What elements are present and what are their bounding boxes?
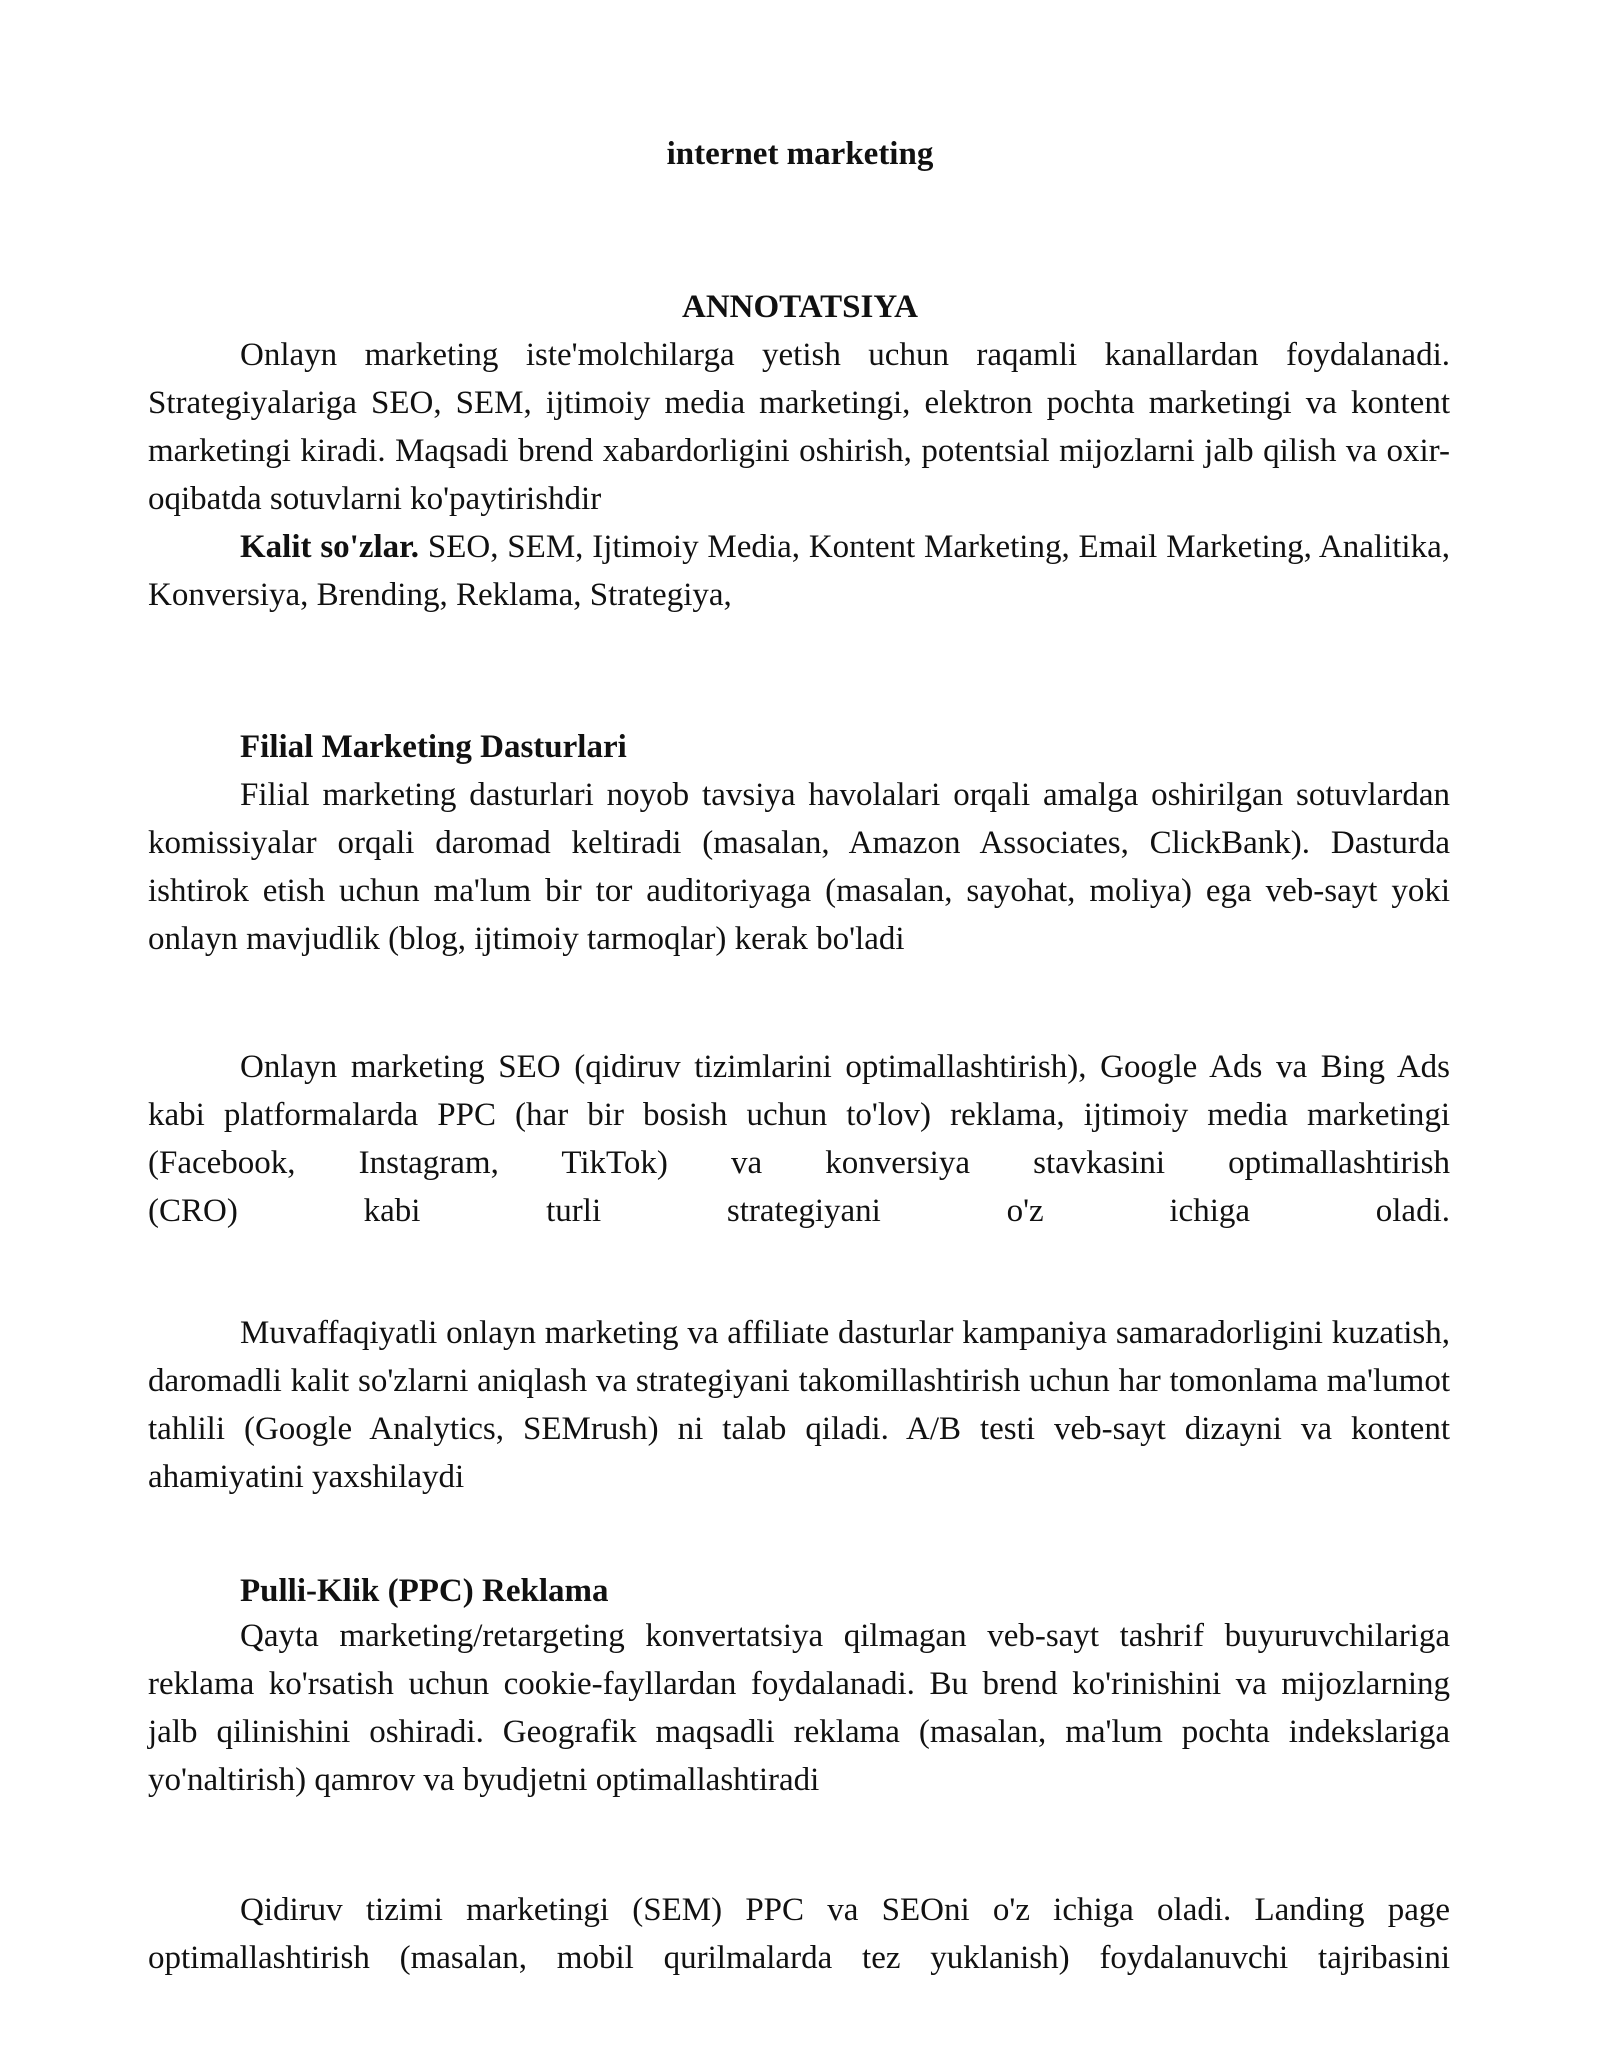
last-line-word: strategiyani bbox=[726, 1193, 881, 1229]
affiliate-paragraph-2 bbox=[148, 1043, 1450, 1235]
affiliate-paragraph-2-body: Onlayn marketing SEO (qidiruv tizimlarini optimallashtirish), Google Ads va Bing Ads kabi platformalarda PPC (har bir bosish uchun to'lov) reklama, ijtimoiy media marketingi (Facebook, Instagram, TikTok) va konversiya stavkasini optimallashtirish bbox=[148, 1049, 1450, 1181]
annotation-paragraph: Onlayn marketing iste'molchilarga yetish uchun raqamli kanallardan foydalanadi. Strategiyalariga SEO, SEM, ijtimoiy media marketingi, elektron pochta marketingi va kontent marketingi kiradi. Maqsadi brend xabardorligini oshirish, potentsial mijozlarni jalb qilish va oxir-oqibatda sotuvlarni ko'paytirishdir bbox=[148, 337, 1450, 517]
last-line-word: ichiga bbox=[1169, 1193, 1251, 1229]
keywords-paragraph bbox=[148, 523, 1450, 619]
last-line-word: (CRO) bbox=[148, 1193, 238, 1229]
affiliate-paragraph-2-last-line bbox=[148, 1187, 1450, 1235]
affiliate-paragraph-3: Muvaffaqiyatli onlayn marketing va affiliate dasturlar kampaniya samaradorligini kuzatish, daromadli kalit so'zlarni aniqlash va strategiyani takomillashtirish uchun har tomonlama ma'lumot tahlili (Google Analytics, SEMrush) ni talab qiladi. A/B testi veb-sayt dizayni va kontent ahamiyatini yaxshilaydi bbox=[148, 1315, 1450, 1495]
last-line-word: o'z bbox=[1006, 1193, 1044, 1229]
annotation-heading: ANNOTATSIYA bbox=[682, 289, 918, 325]
last-line-word: oladi. bbox=[1375, 1193, 1450, 1229]
document-title: internet marketing bbox=[666, 136, 934, 172]
last-line-word: turli bbox=[546, 1193, 602, 1229]
affiliate-paragraph-1: Filial marketing dasturlari noyob tavsiya havolalari orqali amalga oshirilgan sotuvlardan komissiyalar orqali daromad keltiradi (masalan, Amazon Associates, ClickBank). Dasturda ishtirok etish uchun ma'lum bir tor auditoriyaga (masalan, sayohat, moliya) ega veb-sayt yoki onlayn mavjudlik (blog, ijtimoiy tarmoqlar) kerak bo'ladi bbox=[148, 777, 1450, 957]
last-line-word: kabi bbox=[363, 1193, 421, 1229]
keywords-label: Kalit so'zlar. bbox=[240, 529, 420, 565]
section-heading-ppc: Pulli-Klik (PPC) Reklama bbox=[240, 1573, 609, 1609]
ppc-paragraph-2: Qidiruv tizimi marketingi (SEM) PPC va SEOni o'z ichiga oladi. Landing page optimallashtirish (masalan, mobil qurilmalarda tez yuklanish) foydalanuvchi tajribasini bbox=[148, 1892, 1450, 1976]
keywords-list: SEO, SEM, Ijtimoiy Media, Kontent Marketing, Email Marketing, Analitika, Konversiya, Brending, Reklama, Strategiya, bbox=[148, 529, 1450, 613]
ppc-paragraph-1: Qayta marketing/retargeting konvertatsiya qilmagan veb-sayt tashrif buyuruvchilariga reklama ko'rsatish uchun cookie-fayllardan foydalanadi. Bu brend ko'rinishini va mijozlarning jalb qilinishini oshiradi. Geografik maqsadli reklama (masalan, ma'lum pochta indekslariga yo'naltirish) qamrov va byudjetni optimallashtiradi bbox=[148, 1618, 1450, 1798]
section-heading-affiliate: Filial Marketing Dasturlari bbox=[240, 729, 627, 765]
